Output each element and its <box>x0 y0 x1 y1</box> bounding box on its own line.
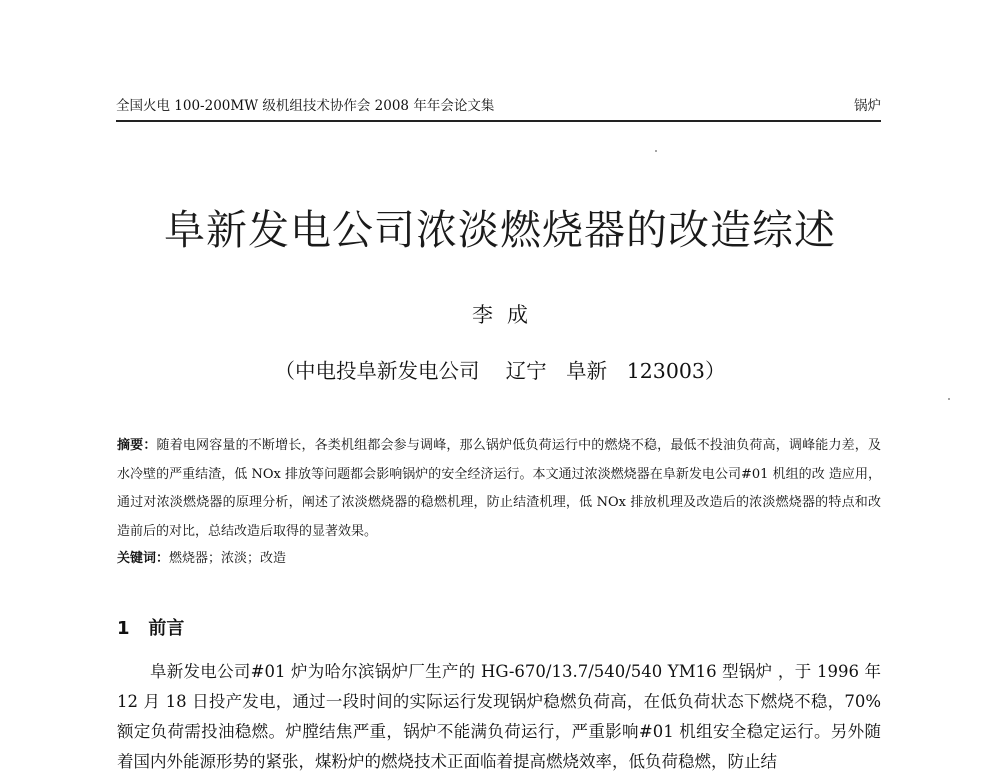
header-section-label: 锅炉 <box>854 98 881 114</box>
abstract-text: 随着电网容量的不断增长，各类机组都会参与调峰，那么锅炉低负荷运行中的燃烧不稳，最低不投油负荷高，调峰能力差，及水冷壁的严重结渣，低 NOx 排放等问题都会影响锅炉的安全经济运行。本文通过浓淡燃烧器在阜新发电公司#01 机组的改 造应用，通过对浓淡燃烧器的原理分析，阐述了浓淡燃烧器的稳燃机理，防止结渣机理，低 NOx 排放机理及改造后的浓淡燃烧器的特点和改造前后的对比，总结改造后取得的显著效果。 <box>117 438 881 539</box>
body-paragraph: 阜新发电公司#01 炉为哈尔滨锅炉厂生产的 HG-670/13.7/540/540 YM16 型锅炉 ，于 1996 年 12 月 18 日投产发电，通过一段时间的实际运行发现锅炉稳燃负荷高，在低负荷状态下燃烧不稳，70% 额定负荷需投油稳燃。炉膛结焦严重，锅炉不能满负荷运行，严重影响#01 机组安全稳定运行。另外随着国内外能源形势的紧张，煤粉炉的燃烧技术正面临着提高燃烧效率，低负荷稳燃，防止结 <box>117 662 881 771</box>
scan-speck <box>655 150 657 152</box>
paper-title: 阜新发电公司浓淡燃烧器的改造综述 <box>164 206 836 254</box>
keywords-text: 燃烧器；浓淡；改造 <box>169 551 287 566</box>
running-header <box>116 96 881 122</box>
keywords <box>117 546 881 572</box>
keywords-label: 关键词： <box>117 551 170 566</box>
abstract <box>117 432 881 546</box>
header-proceedings-title: 全国火电 100-200MW 级机组技术协作会 2008 年年会论文集 <box>116 98 495 114</box>
section-heading <box>117 616 184 642</box>
section-title: 前言 <box>148 618 185 639</box>
abstract-label: 摘要： <box>117 438 157 453</box>
author-affiliation: （中电投阜新发电公司 辽宁 阜新 123003） <box>274 359 726 383</box>
author-name: 李成 <box>472 303 542 327</box>
scan-speck <box>948 398 950 400</box>
section-number: 1 <box>117 618 130 639</box>
